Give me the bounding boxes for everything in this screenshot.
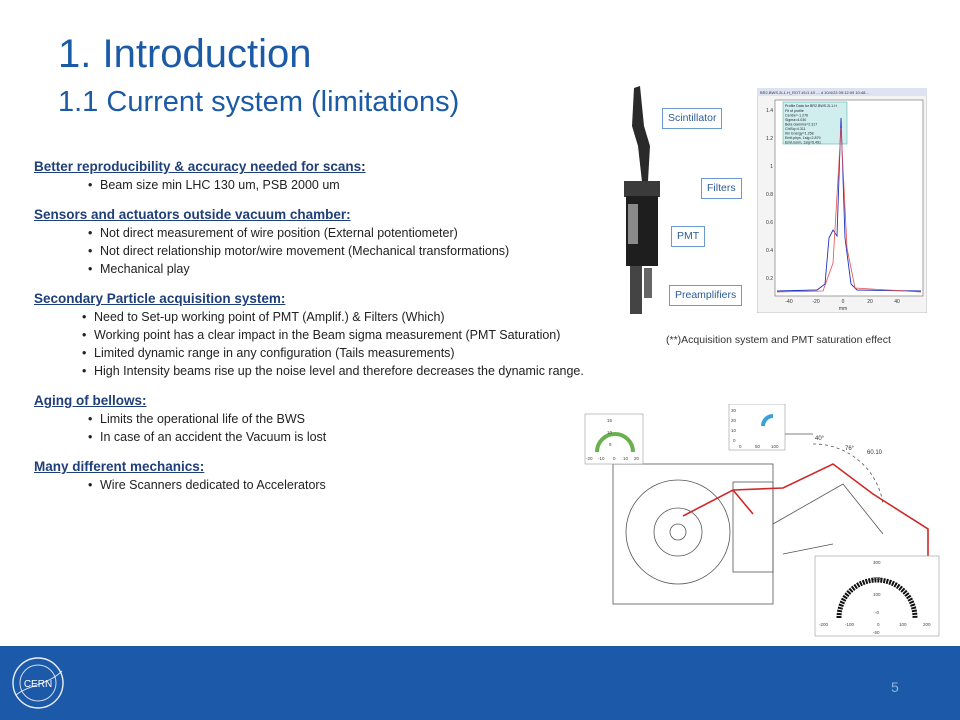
bullets-reproducibility [34, 176, 684, 194]
drawing-label: 60.10 [867, 450, 883, 456]
plot-legend-line: ChiSq=4.311 [785, 127, 806, 131]
plot-y-tick: 1 [770, 164, 773, 170]
plot-x-unit: mm [838, 306, 848, 312]
arc-plot-left [585, 414, 643, 464]
plot-legend-line: Emit.phys, 1sig=2.879 [785, 136, 821, 140]
arc-right-y-tick: 100 [873, 592, 881, 597]
bullet-item: • Limits the operational life of the BWS [100, 410, 684, 428]
plot-x-tick: 40 [894, 299, 900, 305]
plot-legend-line: Centre=-1.276 [785, 113, 809, 118]
plot-y-tick: 1.4 [766, 108, 773, 114]
drawing-label: 40° [815, 436, 825, 442]
beam-profile-plot [757, 88, 927, 313]
plot-y-tick: 0.8 [766, 192, 773, 198]
arc-mid-y-tick: 10 [731, 428, 737, 433]
bullet-item: • Need to Set-up working point of PMT (Amplif.) & Filters (Which) [94, 308, 684, 326]
arc-mid-x-tick: 100 [771, 444, 779, 449]
arc-mid-y-tick: 20 [731, 418, 737, 423]
arc-right-y-tick: -0 [875, 610, 880, 615]
arc-left-y-tick: 5 [609, 442, 612, 447]
arc-mid-x-tick: 50 [755, 444, 761, 449]
bullet-item: • High Intensity beams rise up the noise level and therefore decreases the dynamic range. [94, 362, 684, 380]
plot-y-tick: 0.6 [766, 220, 773, 226]
arc-plot-middle [729, 404, 785, 450]
arc-right-y-tick: -50 [873, 630, 880, 635]
bullet-item: • Not direct measurement of wire position (External potentiometer) [100, 224, 684, 242]
section-heading-mechanics: Many different mechanics: [34, 459, 205, 474]
label-pmt: PMT [671, 226, 705, 247]
page-number: 5 [891, 679, 899, 695]
arc-left-y-tick: 10 [607, 430, 613, 435]
arc-left-x-tick: -20 [586, 456, 593, 461]
mechanical-drawing [583, 404, 943, 640]
plot-legend-line: Fit of profile [785, 109, 804, 113]
arc-mid-y-tick: 30 [731, 408, 737, 413]
bullet-item: • Working point has a clear impact in the Beam sigma measurement (PMT Saturation) [94, 326, 684, 344]
plot-x-tick: 0 [841, 299, 845, 305]
bullet-item: • In case of an accident the Vacuum is lost [100, 428, 684, 446]
section-heading-reproducibility: Better reproducibility & accuracy needed for scans: [34, 159, 366, 174]
label-scintillator: Scintillator [662, 108, 722, 129]
section-heading-acquisition: Secondary Particle acquisition system: [34, 291, 286, 306]
arc-right-x-tick: -100 [845, 622, 855, 627]
svg-text:CERN: CERN [23, 679, 53, 690]
plot-y-tick: 0.4 [766, 248, 773, 254]
plot-header: BR2.BWS.2L1.H_ROT #1/1 4X ... d 10/4/23 09:12:09 10:48... [760, 90, 869, 95]
section-heading-sensors: Sensors and actuators outside vacuum chamber: [34, 207, 351, 222]
arc-right-x-tick: 200 [923, 622, 931, 627]
plot-x-tick: -40 [785, 299, 793, 305]
plot-legend-line: Emit.norm, 1sig=6.491 [785, 140, 822, 145]
plot-legend-title: Profile Data for BR2.BWS.2L1.H [785, 104, 837, 108]
plot-legend-line: Sigma=4.030 [785, 118, 807, 122]
arc-right-y-tick: 200 [873, 576, 881, 581]
figure-caption: (**)Acquisition system and PMT saturation effect [666, 334, 891, 346]
plot-x-tick: -20 [812, 299, 820, 305]
bullets-sensors [34, 224, 684, 278]
arc-right-x-tick: 0 [877, 622, 880, 627]
plot-x-tick: 20 [867, 299, 873, 305]
bullet-item: • Mechanical play [100, 260, 684, 278]
plot-y-tick: 0.2 [766, 276, 773, 282]
footer-bar [0, 646, 960, 720]
arc-left-y-tick: 15 [607, 418, 613, 423]
acquisition-hardware-photo [620, 86, 664, 316]
arc-left-x-tick: 10 [623, 456, 629, 461]
slide-title: 1. Introduction [58, 32, 312, 76]
slide-subtitle: 1.1 Current system (limitations) [58, 86, 460, 118]
section-heading-bellows: Aging of bellows: [34, 393, 147, 408]
arc-left-x-tick: -10 [598, 456, 605, 461]
arc-mid-x-tick: 0 [739, 444, 742, 449]
plot-legend-line: Kin Energy=1.258 [785, 131, 814, 136]
label-preamplifiers: Preamplifiers [669, 285, 742, 306]
arc-right-y-tick: 300 [873, 560, 881, 565]
plot-y-tick: 1.2 [766, 136, 773, 142]
plot-legend-line: Beta Gamma=2.317 [785, 122, 818, 127]
bullet-item: • Limited dynamic range in any configuration (Tails measurements) [94, 344, 684, 362]
bullets-acquisition [34, 308, 684, 380]
arc-right-x-tick: -200 [819, 622, 829, 627]
arc-left-x-tick: 0 [613, 456, 616, 461]
arc-right-x-tick: 100 [899, 622, 907, 627]
arc-plot-right [815, 556, 939, 636]
arc-mid-y-tick: 0 [733, 438, 736, 443]
bullet-item: • Wire Scanners dedicated to Accelerators [100, 476, 684, 494]
arc-left-x-tick: 20 [634, 456, 640, 461]
bullet-item: • Not direct relationship motor/wire movement (Mechanical transformations) [100, 242, 684, 260]
label-filters: Filters [701, 178, 742, 199]
cern-logo-icon [10, 655, 66, 711]
bullet-item: • Beam size min LHC 130 um, PSB 2000 um [100, 176, 684, 194]
drawing-label: 76° [845, 446, 855, 452]
